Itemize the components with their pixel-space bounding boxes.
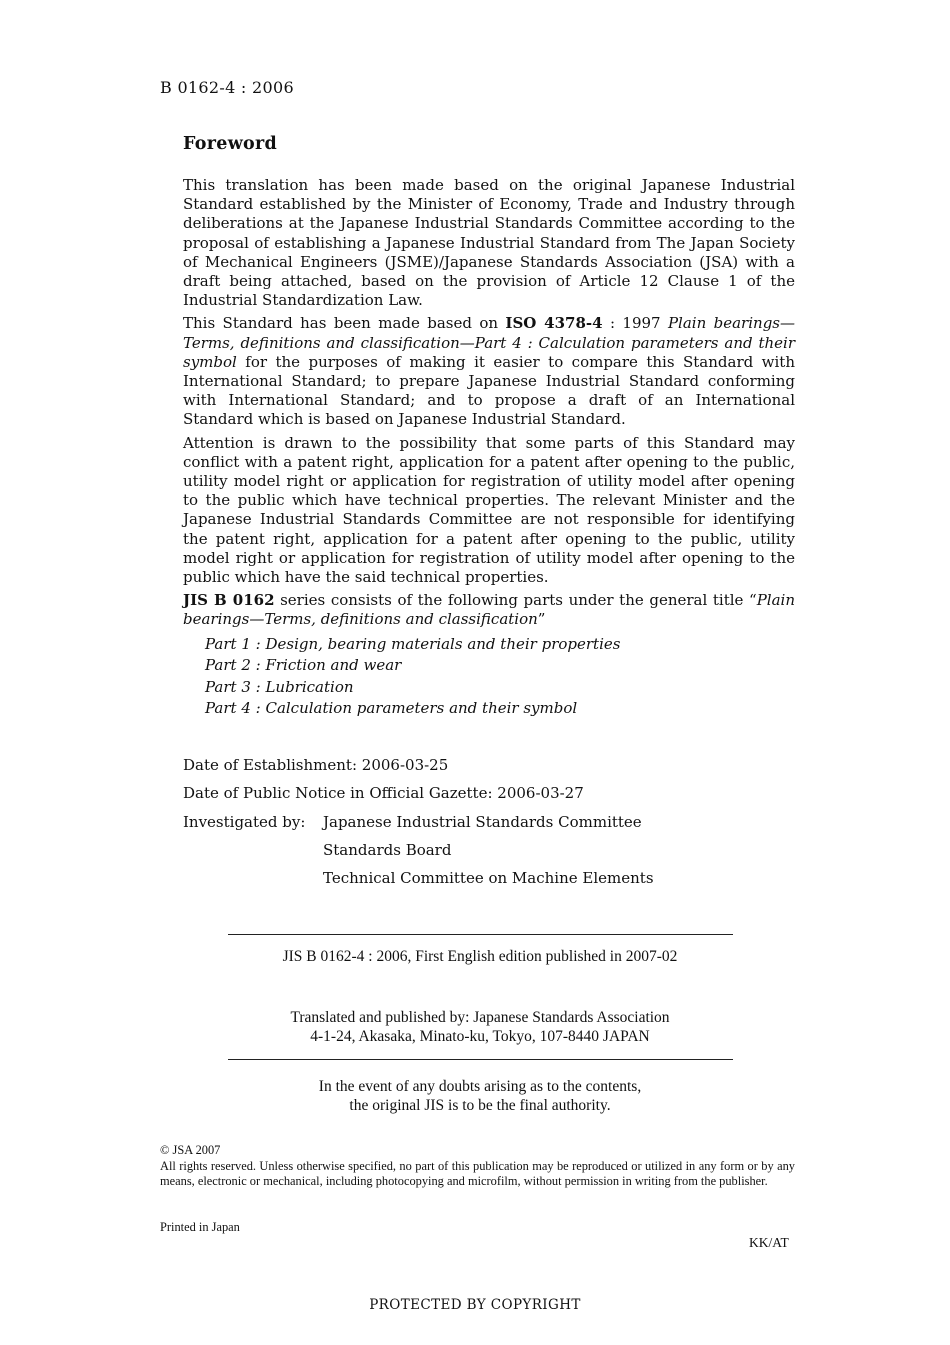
divider-top bbox=[228, 934, 733, 935]
foreword-paragraph-4 bbox=[183, 591, 795, 629]
general-title: Plain bearings—Terms, definitions and classification bbox=[183, 591, 795, 629]
foreword-paragraph-3: Attention is drawn to the possibility that some parts of this Standard may conflict with a patent right, application for a patent after opening to the public, utility model right or application for registration of utility model after opening to the public which have technical properties. The relevant Minister and the Japanese Industrial Standards Committee are not responsible for identifying the patent right, application for a patent after opening to the public, utility model right or application for registration of utility model after opening to the public which have the said technical properties. bbox=[183, 433, 795, 587]
publisher-line: Translated and published by: Japanese Standards Association bbox=[290, 1009, 670, 1026]
list-item: Part 2 : Friction and wear bbox=[205, 656, 402, 675]
parts-list bbox=[205, 634, 795, 720]
document-id-header: B 0162-4 : 2006 bbox=[160, 78, 294, 97]
edition-statement: JIS B 0162-4 : 2006, First English edition published in 2007-02 bbox=[282, 948, 678, 965]
public-notice-date: Date of Public Notice in Official Gazette: 2006-03-27 bbox=[183, 784, 584, 802]
iso-title: Plain bearings—Terms, definitions and classification—Part 4 : Calculation parameters and their symbol bbox=[183, 314, 795, 371]
foreword-body bbox=[183, 176, 795, 720]
investigator-line: Standards Board bbox=[323, 841, 452, 859]
p2-start-text: This Standard has been made based on bbox=[183, 314, 506, 333]
authority-note-line-2: the original JIS is to be the final authority. bbox=[349, 1097, 611, 1114]
copyright-block bbox=[160, 1143, 795, 1190]
iso-year: : 1997 bbox=[602, 314, 668, 333]
foreword-title: Foreword bbox=[183, 134, 278, 154]
p4-mid-text: series consists of the following parts under the general title “ bbox=[274, 591, 757, 610]
protected-notice: PROTECTED BY COPYRIGHT bbox=[369, 1297, 581, 1313]
authority-note-line-1: In the event of any doubts arising as to the contents, bbox=[318, 1078, 642, 1095]
list-item: Part 3 : Lubrication bbox=[205, 677, 354, 696]
establishment-date: Date of Establishment: 2006-03-25 bbox=[183, 756, 449, 774]
jis-series-code: JIS B 0162 bbox=[183, 591, 275, 610]
investigator-line: Technical Committee on Machine Elements bbox=[323, 869, 654, 887]
p2-end-text: for the purposes of making it easier to compare this Standard with International Standard; to prepare Japanese Industrial Standard conforming with International Standard; and to propose a draft of an International Standard which is based on Japanese Industrial Standard. bbox=[183, 352, 795, 429]
p4-end-text: ” bbox=[537, 610, 546, 629]
list-item: Part 4 : Calculation parameters and their symbol bbox=[205, 699, 578, 718]
copyright-line: © JSA 2007 bbox=[160, 1143, 221, 1157]
rights-statement: All rights reserved. Unless otherwise specified, no part of this publication may be reproduced or utilized in any form or by any means, electronic or mechanical, including photocopying and microfilm, without permission in writing from the publisher. bbox=[160, 1158, 795, 1188]
printer-code: KK/AT bbox=[749, 1235, 789, 1250]
iso-reference: ISO 4378-4 bbox=[505, 314, 603, 333]
investigator-line: Japanese Industrial Standards Committee bbox=[323, 813, 642, 831]
investigated-by-label: Investigated by: bbox=[183, 813, 306, 831]
list-item: Part 1 : Design, bearing materials and their properties bbox=[205, 634, 621, 653]
foreword-paragraph-2 bbox=[183, 314, 795, 429]
foreword-paragraph-1: This translation has been made based on the original Japanese Industrial Standard established by the Minister of Economy, Trade and Industry through deliberations at the Japanese Industrial Standards Committee according to the proposal of establishing a Japanese Industrial Standard from The Japan Society of Mechanical Engineers (JSME)/Japanese Standards Association (JSA) with a draft being attached, based on the provision of Article 12 Clause 1 of the Industrial Standardization Law. bbox=[183, 176, 795, 310]
printed-in: Printed in Japan bbox=[160, 1220, 240, 1234]
publisher-address: 4-1-24, Akasaka, Minato-ku, Tokyo, 107-8440 JAPAN bbox=[310, 1028, 650, 1045]
divider-bottom bbox=[228, 1059, 733, 1060]
